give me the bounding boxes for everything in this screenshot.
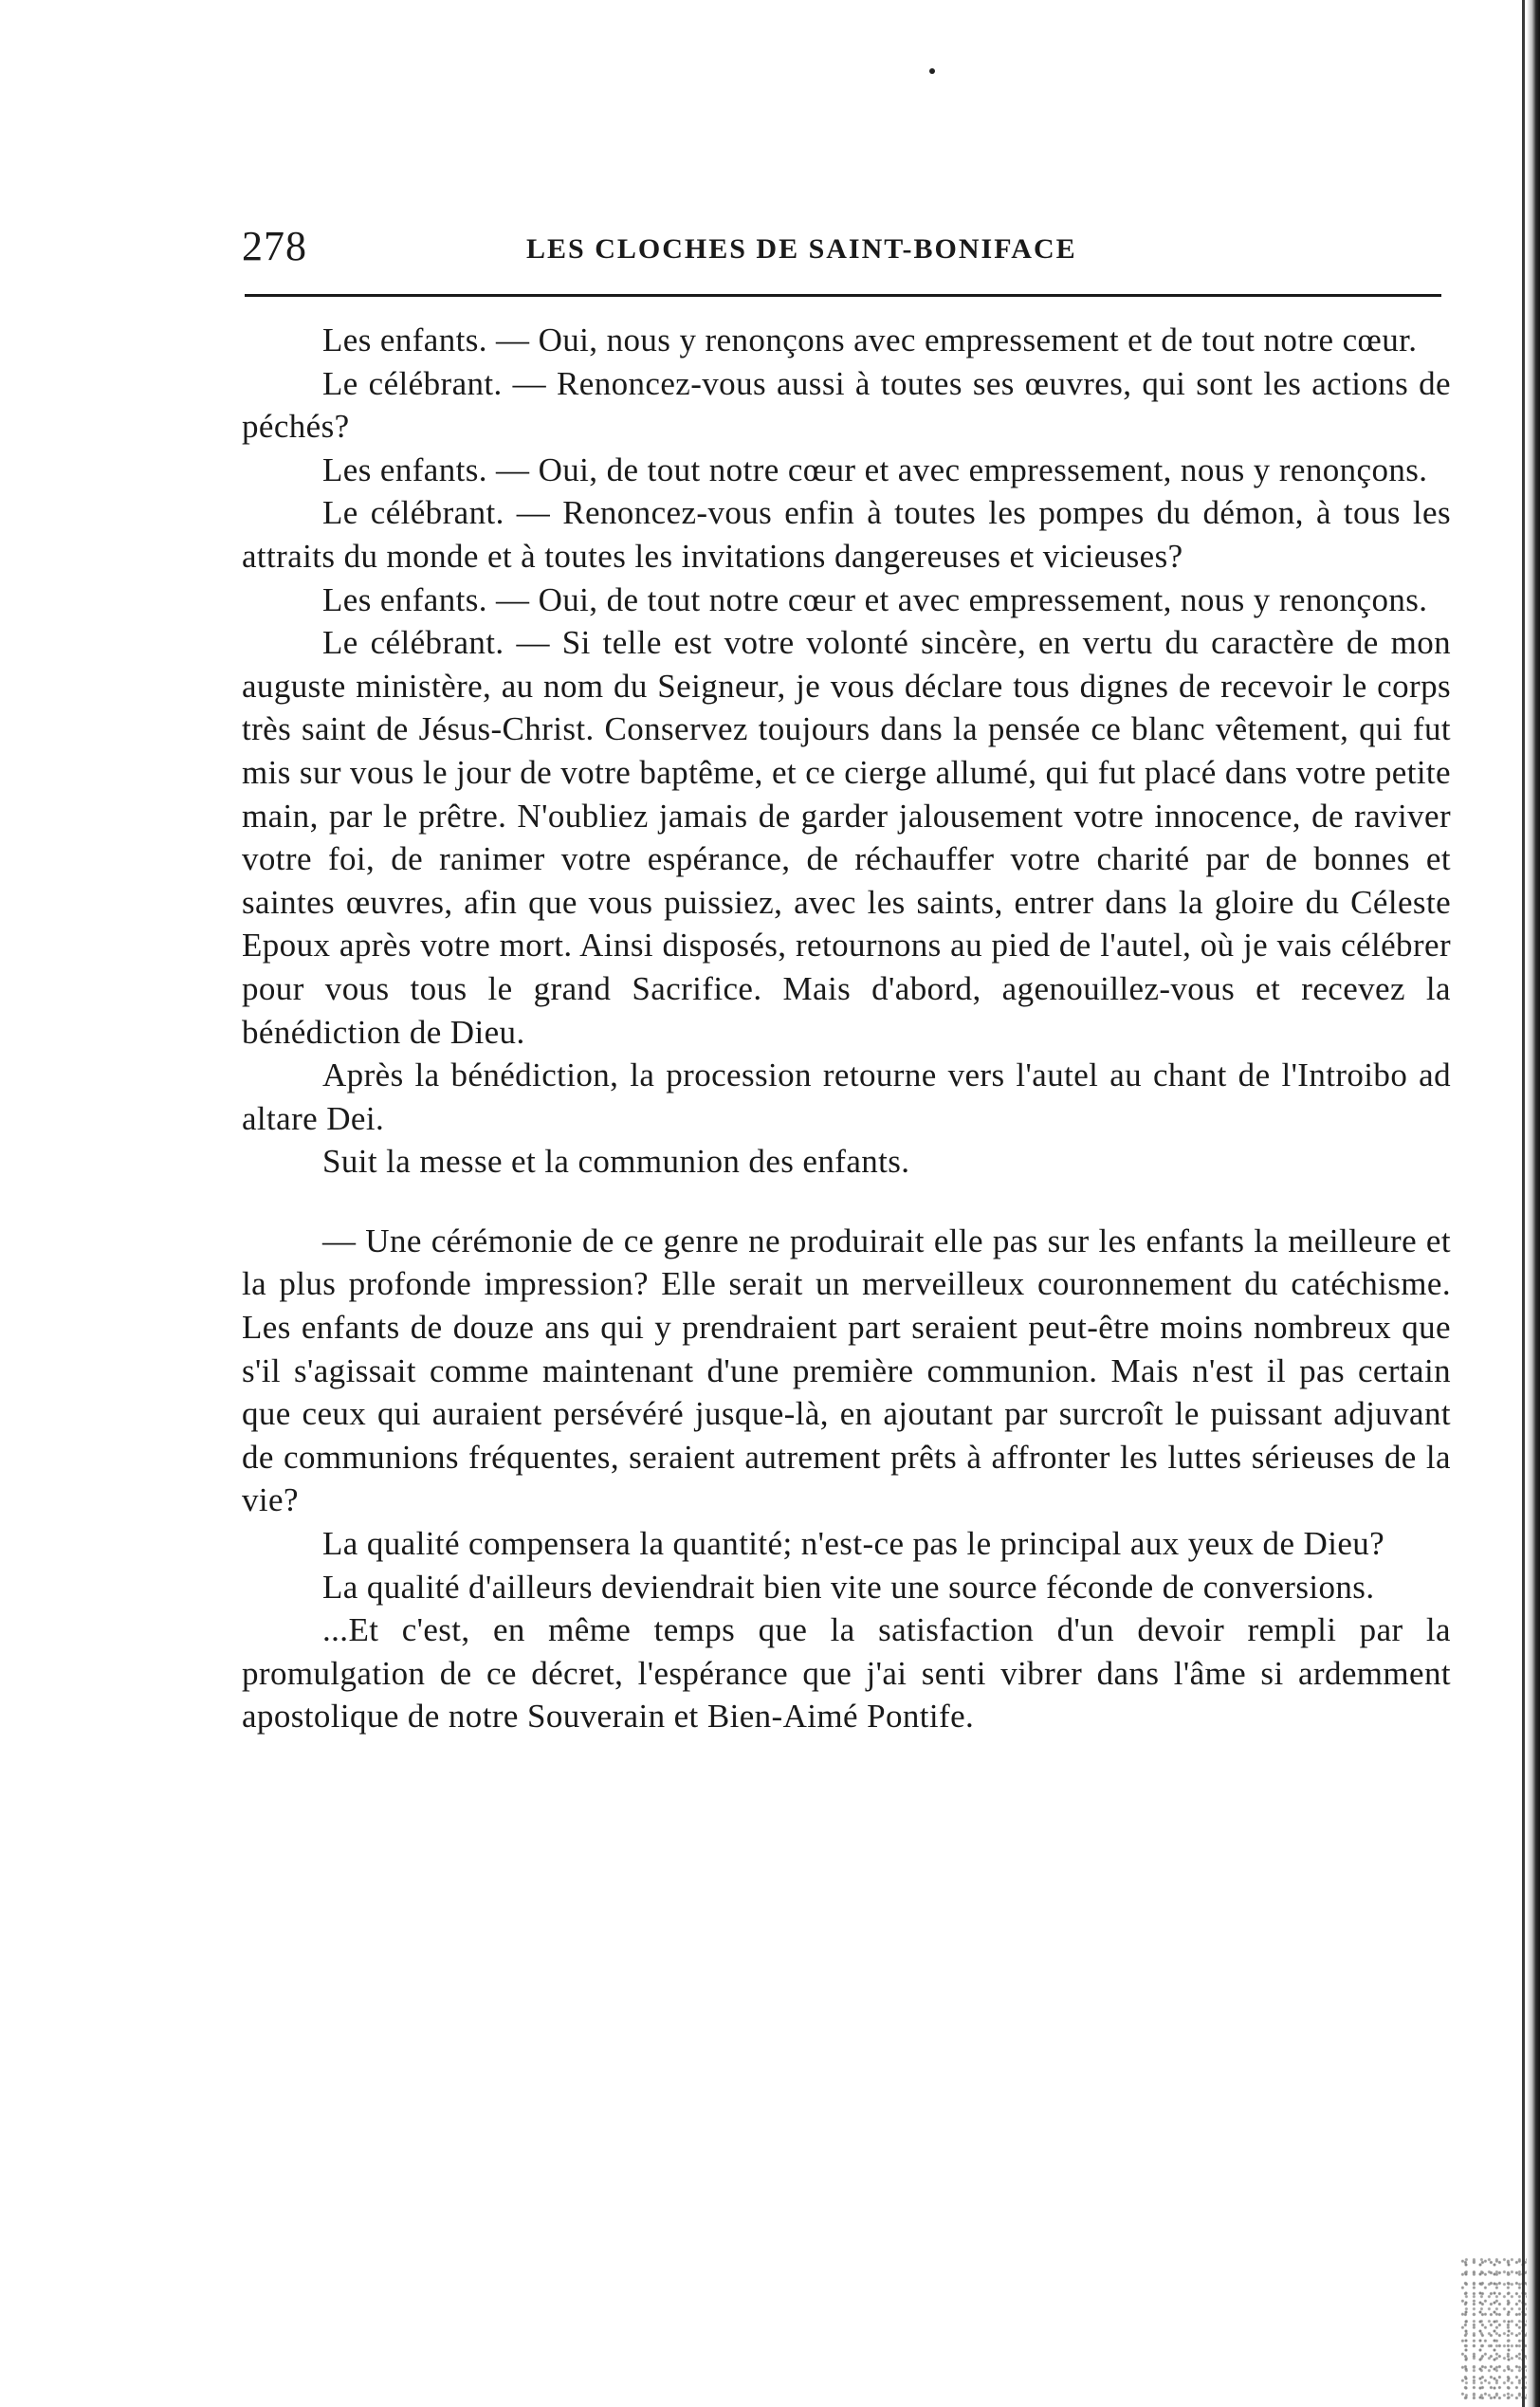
paragraph: Suit la messe et la communion des enfants. — [322, 1143, 910, 1181]
paragraph: Après la bénédiction, la procession retourne vers l'autel au chant de l'Introibo ad altare Dei. — [242, 1057, 1451, 1137]
running-title: LES CLOCHES DE SAINT-BONIFACE — [526, 233, 1077, 265]
paragraph: Les enfants. — Oui, nous y renonçons avec empressement et de tout notre cœur. — [322, 322, 1418, 358]
page-edge-shadow — [1522, 0, 1525, 2407]
paragraph: Les enfants. — Oui, de tout notre cœur et avec empressement, nous y renonçons. — [322, 580, 1428, 618]
page-edge — [1527, 0, 1540, 2407]
paragraph: ...Et c'est, en même temps que la satisfaction d'un devoir rempli par la promulgation de ce décret, l'espérance que j'ai senti vibrer dans l'âme si ardemment apostolique de notre Souverain et Bien-Aimé Pontife. — [242, 1611, 1451, 1736]
paragraph: Les enfants. — Oui, de tout notre cœur et avec empressement, nous y renonçons. — [322, 450, 1428, 488]
page-speckle — [1460, 2257, 1527, 2399]
header-rule — [245, 294, 1441, 297]
ink-dot — [929, 68, 935, 74]
page-header — [242, 220, 1446, 277]
paragraph: La qualité d'ailleurs deviendrait bien vite une source féconde de conversions. — [322, 1568, 1375, 1606]
page-number: 278 — [242, 223, 307, 269]
paragraph: — Une cérémonie de ce genre ne produirait elle pas sur les enfants la meilleure et la plus profonde impression? Elle serait un merveilleux couronnement du catéchisme. Les enfants de douze ans qui y prendraient part seraient peut-être moins nombreux que s'il s'agissait comme maintenant d'une première communion. Mais n'est il pas certain que ceux qui auraient persévéré jusque-là, en ajoutant par surcroît le puissant adjuvant de communions fréquentes, seraient autrement prêts à affronter les luttes sérieuses de la vie? — [242, 1222, 1451, 1519]
paragraph: Le célébrant. — Si telle est votre volonté sincère, en vertu du caractère de mon auguste ministère, au nom du Seigneur, je vous déclare tous dignes de recevoir le corps très saint de Jésus-Christ. Conservez toujours dans la pensée ce blanc vêtement, qui fut mis sur vous le jour de votre baptême, et ce cierge allumé, qui fut placé dans votre petite main, par le prêtre. N'oubliez jamais de garder jalousement votre innocence, de raviver votre foi, de ranimer votre espérance, de réchauffer votre charité par de bonnes et saintes œuvres, afin que vous puissiez, avec les saints, entrer dans la gloire du Céleste Epoux après votre mort. Ainsi disposés, retournons au pied de l'autel, où je vais célébrer pour vous tous le grand Sacrifice. Mais d'abord, agenouillez-vous et recevez la bénédiction de Dieu. — [242, 624, 1451, 1051]
paragraph: Le célébrant. — Renoncez-vous aussi à toutes ses œuvres, qui sont les actions de péchés? — [242, 364, 1451, 446]
body-text — [242, 319, 1451, 1738]
paragraph: La qualité compensera la quantité; n'est-ce pas le principal aux yeux de Dieu? — [322, 1525, 1385, 1563]
paragraph: Le célébrant. — Renoncez-vous enfin à toutes les pompes du démon, à tous les attraits du monde et à toutes les invitations dangereuses et vicieuses? — [242, 494, 1451, 575]
